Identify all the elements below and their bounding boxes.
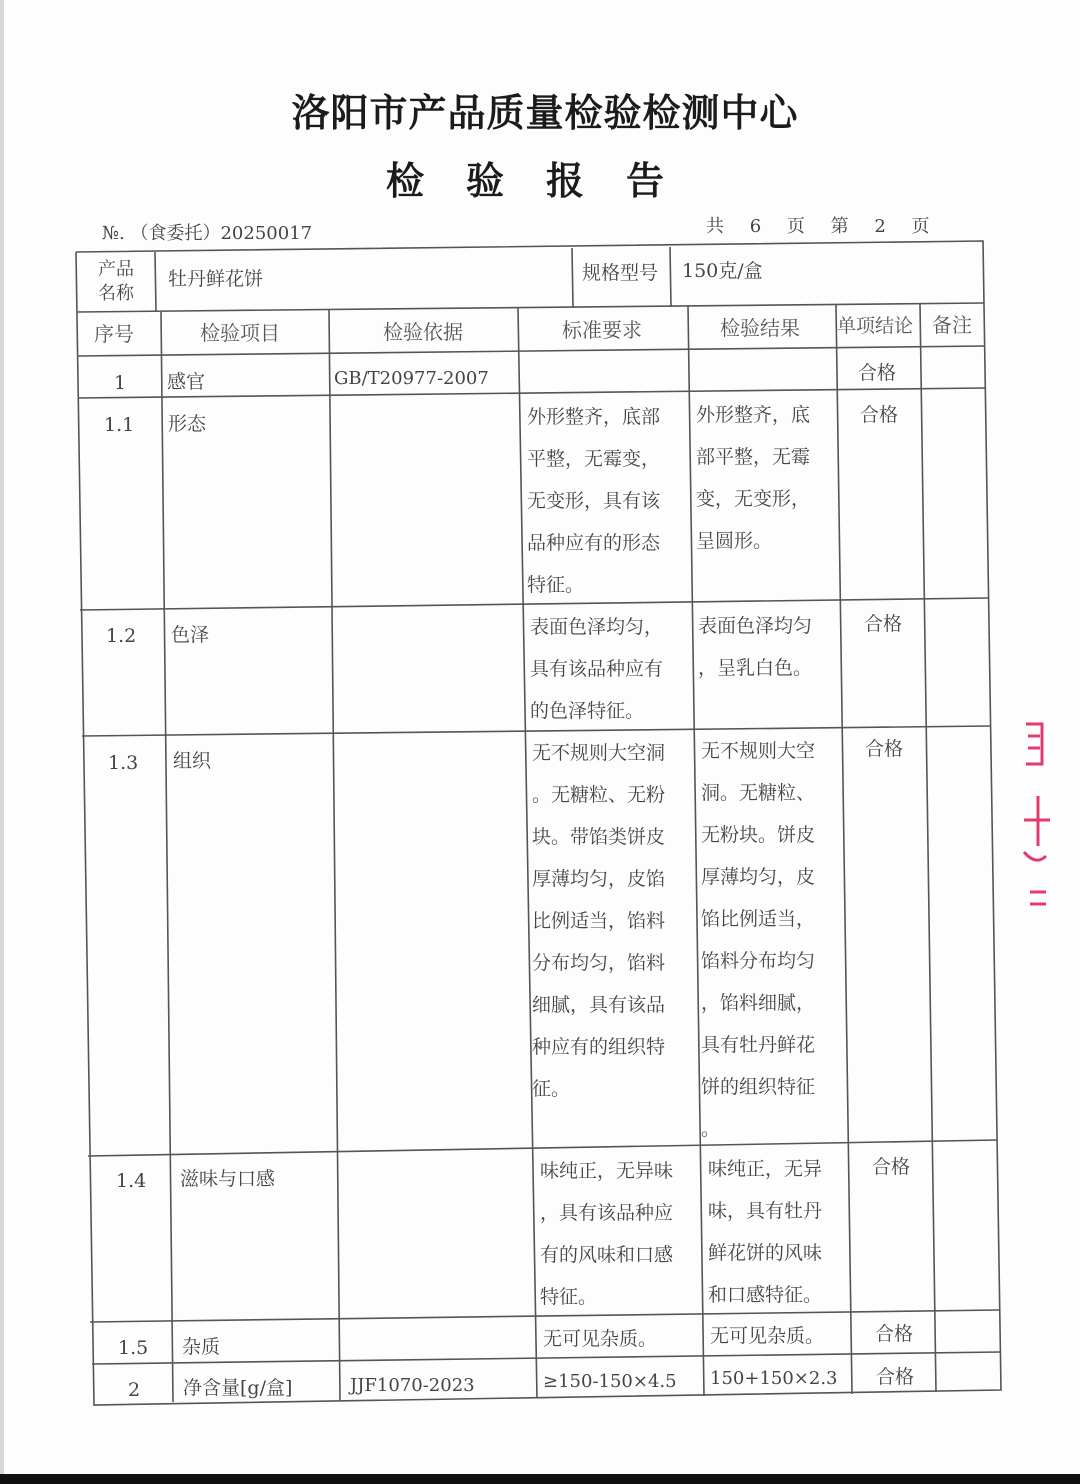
row1-5-requirement: 无可见杂质。 bbox=[543, 1328, 658, 1350]
row2-item: 净含量[g/盒] bbox=[183, 1377, 293, 1399]
report-number: №. （食委托）20250017 bbox=[102, 223, 313, 244]
row2-basis: JJF1070-2023 bbox=[350, 1375, 475, 1396]
page-indicator: 共 6 页 第 2 页 bbox=[706, 216, 930, 237]
row1-4-item: 滋味与口感 bbox=[180, 1168, 276, 1190]
row1-3-seq: 1.3 bbox=[108, 752, 139, 774]
row1-seq: 1 bbox=[114, 372, 127, 394]
row1-3-conclusion: 合格 bbox=[865, 738, 904, 760]
row1-1-item: 形态 bbox=[168, 413, 207, 435]
col-remark: 备注 bbox=[932, 313, 972, 337]
row1-1-requirement: 外形整齐，底部 平整，无霉变， 无变形，具有该 品种应有的形态 特征。 bbox=[527, 406, 661, 596]
col-item: 检验项目 bbox=[200, 321, 280, 345]
row1-5-conclusion: 合格 bbox=[875, 1323, 914, 1345]
seal-stamp-fragment bbox=[1016, 716, 1056, 916]
scan-edge bbox=[0, 0, 4, 1474]
bottom-edge bbox=[0, 1474, 1080, 1484]
row1-3-item: 组织 bbox=[173, 750, 212, 772]
row1-conclusion: 合格 bbox=[858, 362, 897, 384]
row1-2-requirement: 表面色泽均匀， 具有该品种应有 的色泽特征。 bbox=[530, 616, 664, 722]
row1-1-conclusion: 合格 bbox=[860, 404, 899, 426]
product-name-value: 牡丹鲜花饼 bbox=[168, 268, 264, 290]
row2-result: 150+150×2.3 bbox=[710, 1368, 838, 1389]
row1-4-requirement: 味纯正，无异味 ，具有该品种应 有的风味和口感 特征。 bbox=[540, 1160, 674, 1308]
row1-basis: GB/T20977-2007 bbox=[334, 368, 489, 389]
row1-1-seq: 1.1 bbox=[104, 414, 135, 436]
col-result: 检验结果 bbox=[720, 316, 800, 340]
row1-4-seq: 1.4 bbox=[116, 1170, 147, 1192]
col-conclusion: 单项结论 bbox=[837, 315, 914, 337]
row1-2-item: 色泽 bbox=[171, 624, 210, 646]
spec-label: 规格型号 bbox=[582, 262, 659, 284]
row2-seq: 2 bbox=[128, 1379, 141, 1401]
row1-4-result: 味纯正，无异 味，具有牡丹 鲜花饼的风味 和口感特征。 bbox=[708, 1158, 823, 1306]
row1-2-seq: 1.2 bbox=[106, 625, 137, 647]
row1-5-item: 杂质 bbox=[182, 1336, 221, 1358]
row2-conclusion: 合格 bbox=[876, 1366, 915, 1388]
report-title: 检验报告 bbox=[385, 159, 706, 203]
row1-3-result: 无不规则大空 洞。无糖粒、 无粉块。饼皮 厚薄均匀，皮 馅比例适当， 馅料分布均匀 ，馅料细腻， 具有牡丹鲜花 饼的组织特征 。 bbox=[701, 740, 816, 1140]
spec-value: 150克/盒 bbox=[682, 260, 763, 282]
org-title: 洛阳市产品质量检验检测中心 bbox=[291, 91, 799, 135]
col-basis: 检验依据 bbox=[383, 320, 463, 344]
row1-2-result: 表面色泽均匀 ，呈乳白色。 bbox=[698, 615, 813, 679]
row1-3-requirement: 无不规则大空洞 。无糖粒、无粉 块。带馅类饼皮 厚薄均匀，皮馅 比例适当，馅料 分布均匀，馅料 细腻，具有该品 种应有的组织特 征。 bbox=[532, 742, 666, 1100]
row1-item: 感官 bbox=[167, 371, 206, 393]
row1-4-conclusion: 合格 bbox=[872, 1156, 911, 1178]
row1-2-conclusion: 合格 bbox=[864, 613, 903, 635]
row1-1-result: 外形整齐，底 部平整，无霉 变，无变形， 呈圆形。 bbox=[696, 404, 811, 552]
row1-5-seq: 1.5 bbox=[118, 1337, 149, 1359]
col-requirement: 标准要求 bbox=[562, 318, 642, 342]
row2-requirement: ≥150-150×4.5 bbox=[543, 1371, 677, 1392]
row1-5-result: 无可见杂质。 bbox=[710, 1325, 825, 1347]
col-seq: 序号 bbox=[94, 322, 134, 346]
product-name-label: 产品 名称 bbox=[98, 259, 134, 304]
